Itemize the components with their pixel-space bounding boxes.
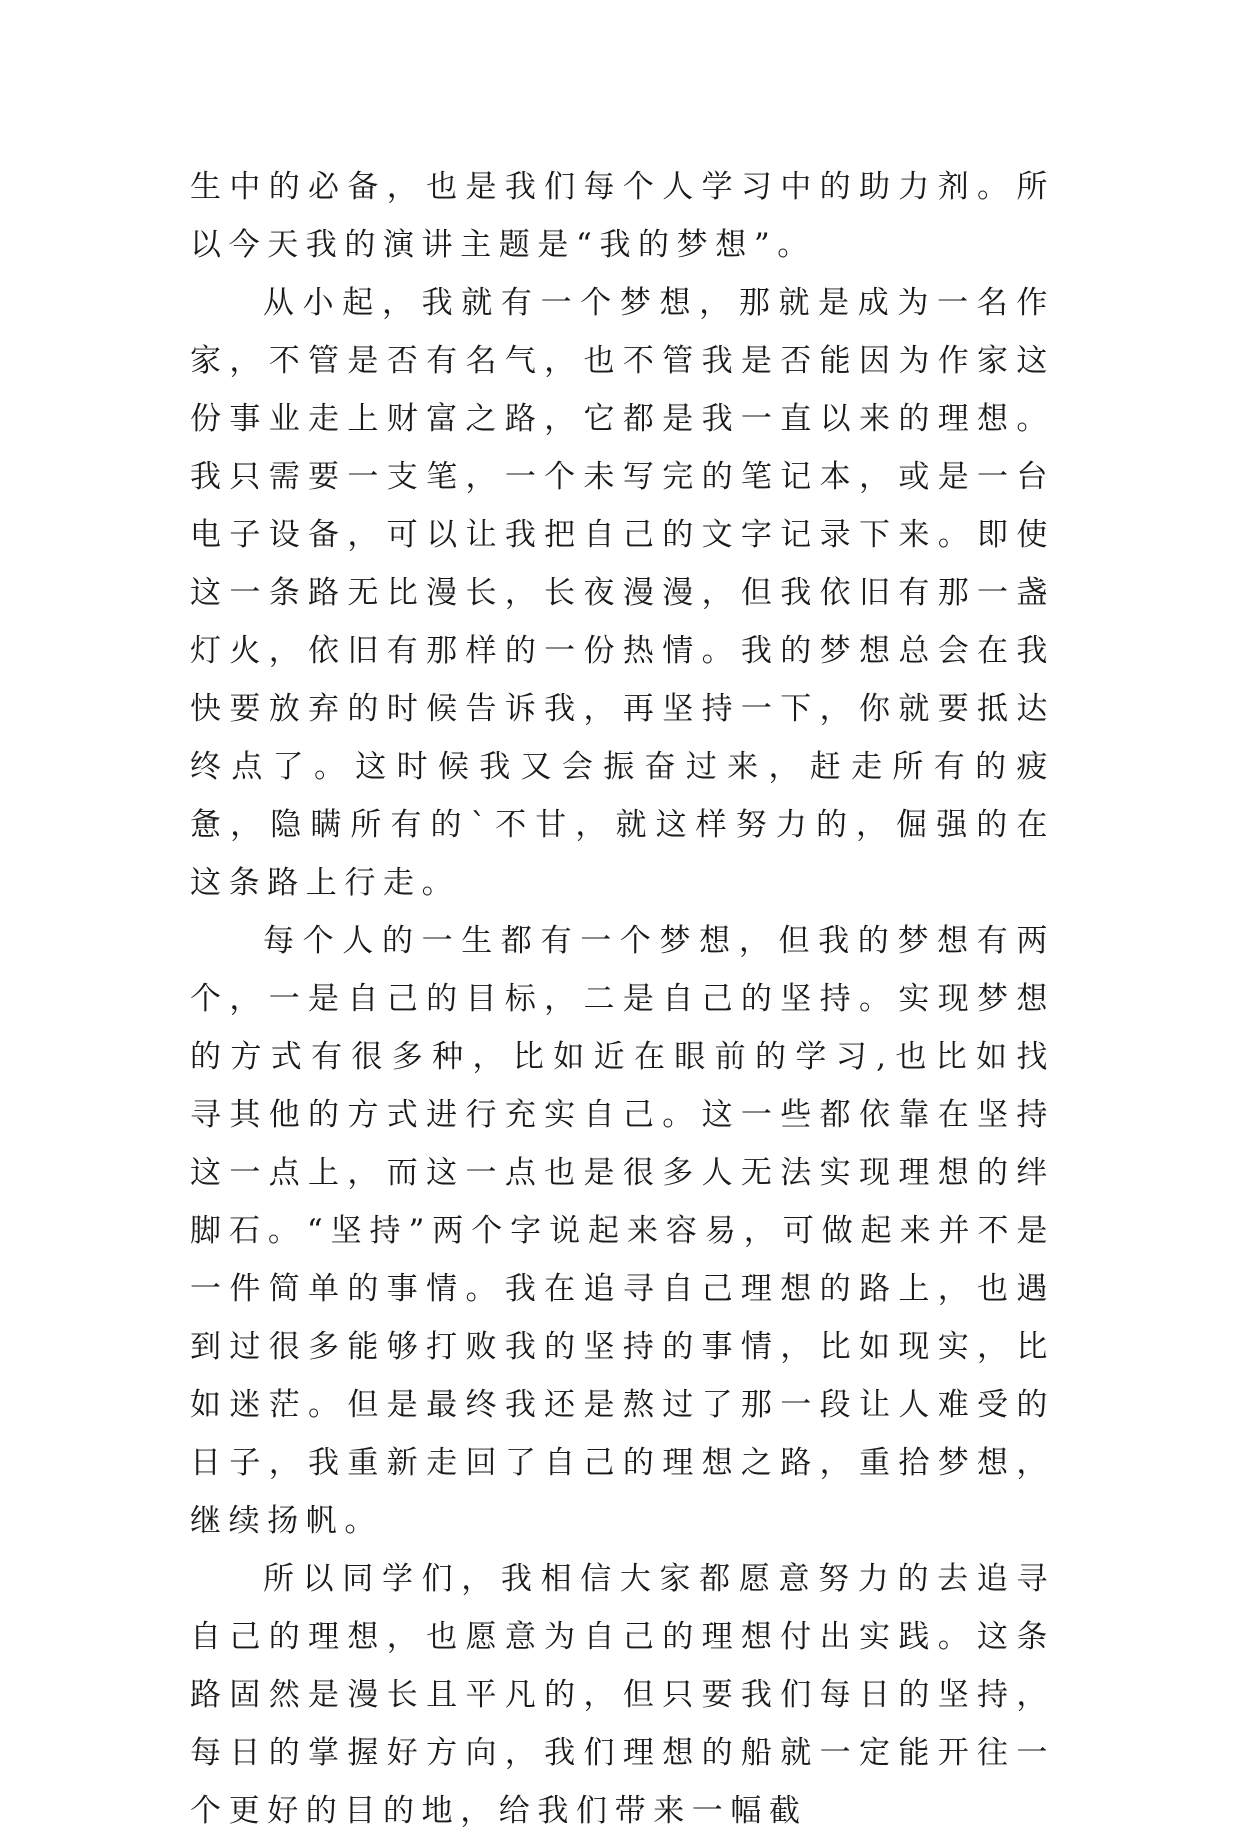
paragraph-continuation: 生中的必备，也是我们每个人学习中的助力剂。所以今天我的演讲主题是“我的梦想”。 — [190, 169, 1055, 263]
document-body — [190, 158, 1055, 1840]
paragraph-two-dreams: 每个人的一生都有一个梦想，但我的梦想有两个，一是自己的目标，二是自己的坚持。实现梦想的方式有很多种，比如近在眼前的学习,也比如找寻其他的方式进行充实自己。这一些都依靠在坚持这一点上，而这一点也是很多人无法实现理想的绊脚石。“坚持”两个字说起来容易，可做起来并不是一件简单的事情。我在追寻自己理想的路上，也遇到过很多能够打败我的坚持的事情，比如现实，比如迷茫。但是最终我还是熬过了那一段让人难受的日子，我重新走回了自己的理想之路，重拾梦想，继续扬帆。 — [190, 923, 1055, 1539]
paragraph-childhood-dream: 从小起，我就有一个梦想，那就是成为一名作家，不管是否有名气，也不管我是否能因为作家这份事业走上财富之路，它都是我一直以来的理想。我只需要一支笔，一个未写完的笔记本，或是一台电子设备，可以让我把自己的文字记录下来。即使这一条路无比漫长，长夜漫漫，但我依旧有那一盏灯火，依旧有那样的一份热情。我的梦想总会在我快要放弃的时候告诉我，再坚持一下，你就要抵达终点了。这时候我又会振奋过来，赶走所有的疲惫，隐瞒所有的`不甘，就这样努力的，倔强的在这条路上行走。 — [190, 285, 1055, 901]
paragraph-conclusion: 所以同学们，我相信大家都愿意努力的去追寻自己的理想，也愿意为自己的理想付出实践。这条路固然是漫长且平凡的，但只要我们每日的坚持，每日的掌握好方向，我们理想的船就一定能开往一个更好的目的地，给我们带来一幅截 — [190, 1561, 1055, 1829]
